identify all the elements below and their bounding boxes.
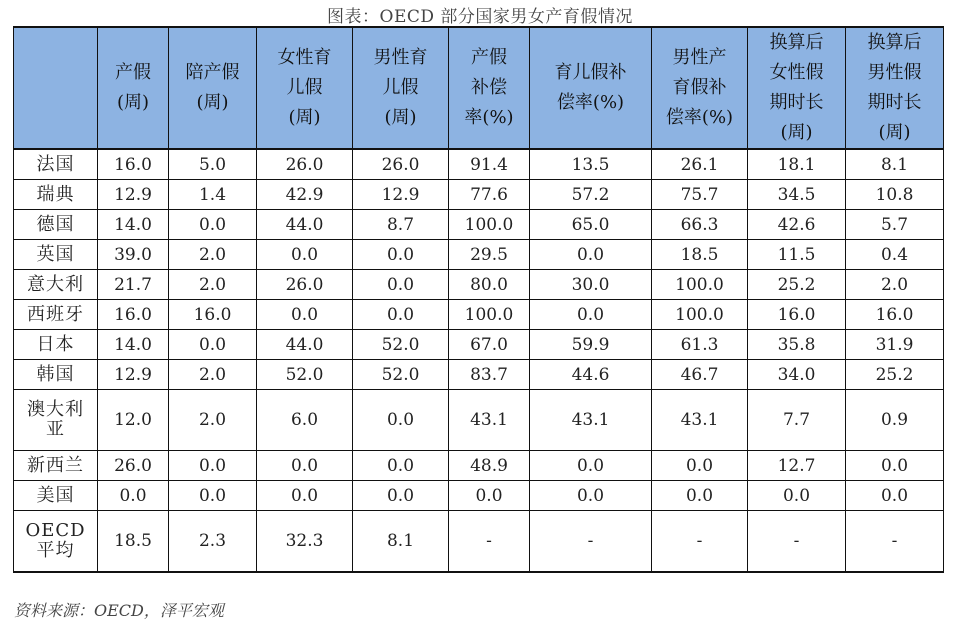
- column-header: 女性育 儿假 (周): [257, 27, 353, 149]
- value-cell: -: [652, 511, 748, 573]
- value-cell: 80.0: [449, 270, 530, 300]
- value-cell: 52.0: [353, 360, 449, 390]
- value-cell: 0.0: [257, 300, 353, 330]
- column-header: 育儿假补 偿率(%): [530, 27, 652, 149]
- value-cell: 42.6: [748, 210, 846, 240]
- value-cell: 16.0: [98, 300, 169, 330]
- value-cell: 100.0: [449, 210, 530, 240]
- value-cell: 34.0: [748, 360, 846, 390]
- value-cell: 0.0: [353, 240, 449, 270]
- table-row: [14, 451, 944, 481]
- value-cell: 8.7: [353, 210, 449, 240]
- value-cell: 0.0: [257, 481, 353, 511]
- value-cell: 0.0: [169, 481, 257, 511]
- value-cell: 0.9: [846, 390, 944, 451]
- country-cell: 美国: [14, 481, 98, 511]
- value-cell: 32.3: [257, 511, 353, 573]
- value-cell: 52.0: [353, 330, 449, 360]
- value-cell: 44.0: [257, 210, 353, 240]
- value-cell: 66.3: [652, 210, 748, 240]
- value-cell: 65.0: [530, 210, 652, 240]
- value-cell: 26.0: [353, 149, 449, 180]
- header-corner-cell: [14, 27, 98, 149]
- value-cell: 0.0: [353, 270, 449, 300]
- value-cell: 12.0: [98, 390, 169, 451]
- value-cell: 0.0: [353, 451, 449, 481]
- value-cell: 16.0: [846, 300, 944, 330]
- value-cell: 8.1: [846, 149, 944, 180]
- value-cell: 67.0: [449, 330, 530, 360]
- country-cell: 澳大利 亚: [14, 390, 98, 451]
- country-cell: 西班牙: [14, 300, 98, 330]
- value-cell: 6.0: [257, 390, 353, 451]
- value-cell: 0.0: [846, 451, 944, 481]
- value-cell: 2.3: [169, 511, 257, 573]
- value-cell: 2.0: [846, 270, 944, 300]
- column-header: 陪产假 (周): [169, 27, 257, 149]
- value-cell: 59.9: [530, 330, 652, 360]
- value-cell: 0.0: [449, 481, 530, 511]
- value-cell: 2.0: [169, 390, 257, 451]
- column-header: 换算后 女性假 期时长 (周): [748, 27, 846, 149]
- value-cell: 11.5: [748, 240, 846, 270]
- country-cell: 意大利: [14, 270, 98, 300]
- table-row: [14, 240, 944, 270]
- value-cell: 0.0: [652, 451, 748, 481]
- column-header: 产假 (周): [98, 27, 169, 149]
- value-cell: 12.9: [353, 180, 449, 210]
- value-cell: 35.8: [748, 330, 846, 360]
- table-row: [14, 180, 944, 210]
- value-cell: 29.5: [449, 240, 530, 270]
- value-cell: -: [748, 511, 846, 573]
- value-cell: -: [530, 511, 652, 573]
- value-cell: 100.0: [652, 300, 748, 330]
- value-cell: 5.0: [169, 149, 257, 180]
- value-cell: 18.5: [98, 511, 169, 573]
- leave-table-container: [13, 26, 943, 573]
- value-cell: 0.0: [169, 330, 257, 360]
- value-cell: 26.0: [98, 451, 169, 481]
- value-cell: 0.4: [846, 240, 944, 270]
- value-cell: 16.0: [98, 149, 169, 180]
- value-cell: 52.0: [257, 360, 353, 390]
- table-row: [14, 300, 944, 330]
- value-cell: 26.0: [257, 270, 353, 300]
- value-cell: 0.0: [169, 451, 257, 481]
- header-row: [14, 27, 944, 149]
- value-cell: 0.0: [353, 300, 449, 330]
- value-cell: 8.1: [353, 511, 449, 573]
- value-cell: 43.1: [449, 390, 530, 451]
- value-cell: 0.0: [652, 481, 748, 511]
- table-body: [14, 149, 944, 572]
- value-cell: 57.2: [530, 180, 652, 210]
- value-cell: 0.0: [257, 240, 353, 270]
- value-cell: 2.0: [169, 270, 257, 300]
- value-cell: 18.5: [652, 240, 748, 270]
- value-cell: 14.0: [98, 330, 169, 360]
- table-row: [14, 390, 944, 451]
- table-row: [14, 330, 944, 360]
- value-cell: 14.0: [98, 210, 169, 240]
- value-cell: 0.0: [846, 481, 944, 511]
- table-row: [14, 511, 944, 573]
- value-cell: 0.0: [257, 451, 353, 481]
- value-cell: 39.0: [98, 240, 169, 270]
- column-header: 产假 补偿 率(%): [449, 27, 530, 149]
- value-cell: 13.5: [530, 149, 652, 180]
- value-cell: -: [846, 511, 944, 573]
- table-title: 图表：OECD 部分国家男女产育假情况: [327, 7, 633, 27]
- value-cell: 83.7: [449, 360, 530, 390]
- value-cell: 30.0: [530, 270, 652, 300]
- country-cell: 瑞典: [14, 180, 98, 210]
- table-row: [14, 149, 944, 180]
- country-cell: 德国: [14, 210, 98, 240]
- table-row: [14, 270, 944, 300]
- value-cell: 75.7: [652, 180, 748, 210]
- value-cell: 25.2: [846, 360, 944, 390]
- table-row: [14, 481, 944, 511]
- value-cell: 0.0: [98, 481, 169, 511]
- value-cell: 0.0: [353, 481, 449, 511]
- value-cell: 91.4: [449, 149, 530, 180]
- table-row: [14, 210, 944, 240]
- value-cell: 7.7: [748, 390, 846, 451]
- value-cell: 0.0: [353, 390, 449, 451]
- country-cell: 英国: [14, 240, 98, 270]
- value-cell: 12.7: [748, 451, 846, 481]
- value-cell: 46.7: [652, 360, 748, 390]
- value-cell: 43.1: [530, 390, 652, 451]
- value-cell: 100.0: [449, 300, 530, 330]
- value-cell: 48.9: [449, 451, 530, 481]
- value-cell: 0.0: [530, 481, 652, 511]
- country-cell: 新西兰: [14, 451, 98, 481]
- country-cell: 法国: [14, 149, 98, 180]
- value-cell: 26.1: [652, 149, 748, 180]
- column-header: 男性育 儿假 (周): [353, 27, 449, 149]
- country-cell: 日本: [14, 330, 98, 360]
- country-cell: OECD 平均: [14, 511, 98, 573]
- value-cell: 26.0: [257, 149, 353, 180]
- value-cell: 100.0: [652, 270, 748, 300]
- value-cell: 44.0: [257, 330, 353, 360]
- source-note: 资料来源：OECD，泽平宏观: [14, 601, 224, 620]
- value-cell: 10.8: [846, 180, 944, 210]
- value-cell: 16.0: [169, 300, 257, 330]
- value-cell: 2.0: [169, 240, 257, 270]
- value-cell: 12.9: [98, 180, 169, 210]
- value-cell: 61.3: [652, 330, 748, 360]
- value-cell: 0.0: [530, 240, 652, 270]
- value-cell: 5.7: [846, 210, 944, 240]
- value-cell: 16.0: [748, 300, 846, 330]
- value-cell: -: [449, 511, 530, 573]
- value-cell: 0.0: [530, 300, 652, 330]
- value-cell: 25.2: [748, 270, 846, 300]
- country-cell: 韩国: [14, 360, 98, 390]
- leave-table: [13, 26, 944, 573]
- value-cell: 43.1: [652, 390, 748, 451]
- value-cell: 42.9: [257, 180, 353, 210]
- value-cell: 44.6: [530, 360, 652, 390]
- value-cell: 77.6: [449, 180, 530, 210]
- value-cell: 21.7: [98, 270, 169, 300]
- value-cell: 0.0: [530, 451, 652, 481]
- column-header: 换算后 男性假 期时长 (周): [846, 27, 944, 149]
- value-cell: 31.9: [846, 330, 944, 360]
- value-cell: 1.4: [169, 180, 257, 210]
- value-cell: 34.5: [748, 180, 846, 210]
- value-cell: 0.0: [748, 481, 846, 511]
- value-cell: 2.0: [169, 360, 257, 390]
- value-cell: 0.0: [169, 210, 257, 240]
- table-row: [14, 360, 944, 390]
- value-cell: 12.9: [98, 360, 169, 390]
- value-cell: 18.1: [748, 149, 846, 180]
- column-header: 男性产 育假补 偿率(%): [652, 27, 748, 149]
